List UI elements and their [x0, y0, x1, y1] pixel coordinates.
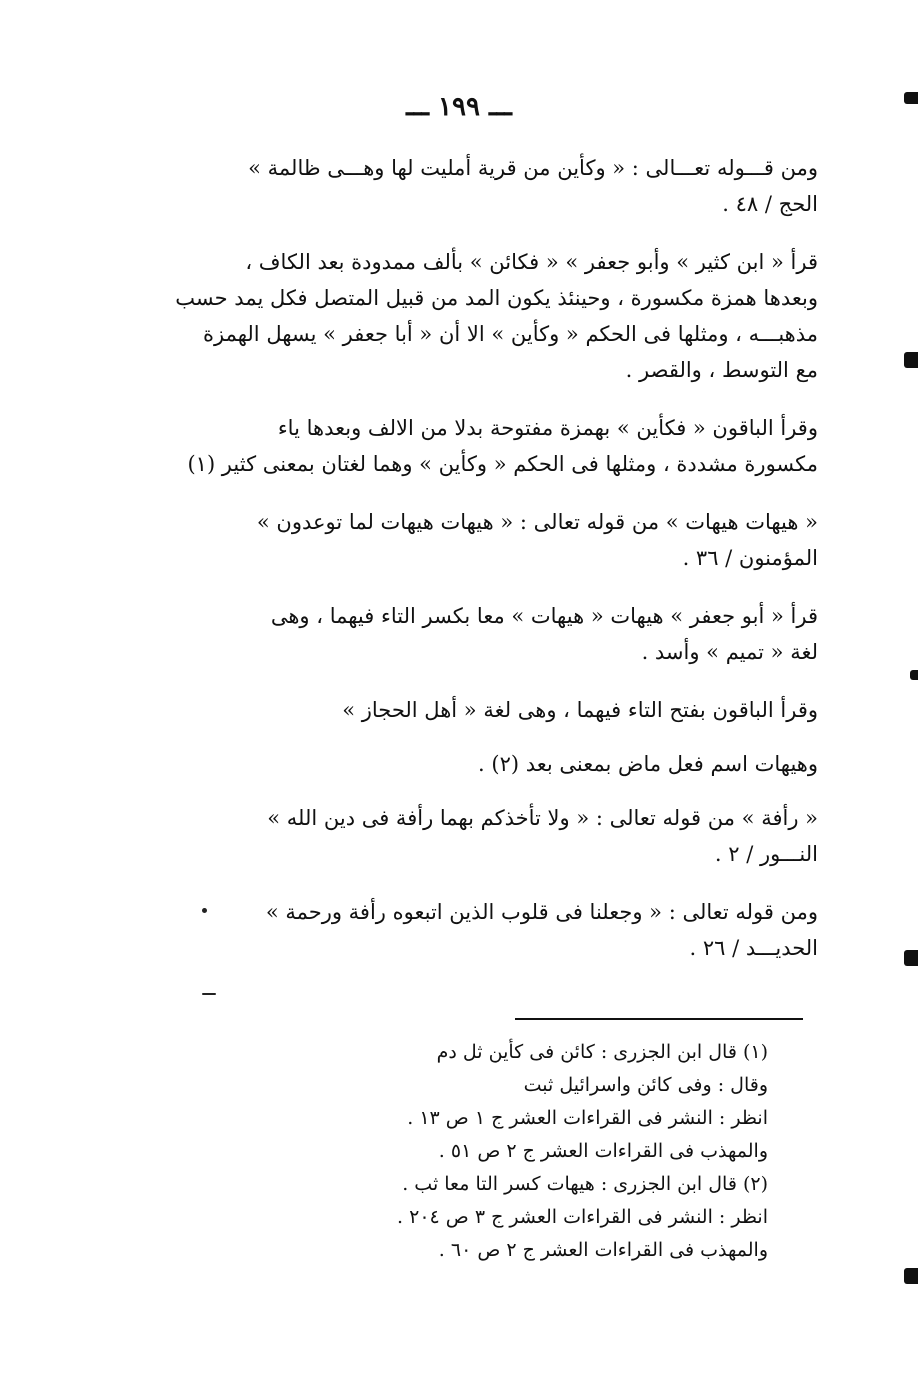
footnote-line: (١) قال ابن الجزرى : كائن فى كأين ثل دم [436, 1041, 768, 1063]
body-text [150, 150, 818, 988]
text-line: لغة « تميم » وأسد . [641, 640, 818, 664]
text-line: وقرأ الباقون بفتح التاء فيهما ، وهى لغة « أهل الحجاز » [342, 698, 818, 722]
text-line: مع التوسط ، والقصر . [625, 358, 818, 382]
text-line: المؤمنون / ٣٦ . [682, 546, 818, 570]
footnote-line: انظر : النشر فى القراءات العشر ج ١ ص ١٣ . [407, 1107, 768, 1129]
scan-speck [202, 908, 207, 913]
text-line: وهيهات اسم فعل ماض بمعنى بعد (٢) . [478, 752, 818, 776]
text-line: ومن قـــوله تعـــالى : « وكأين من قرية أمليت لها وهـــى ظالمة » [248, 156, 818, 180]
footnotes [260, 1036, 768, 1267]
paragraph [150, 410, 818, 482]
paragraph [150, 746, 818, 782]
text-line: الحج / ٤٨ . [722, 192, 818, 216]
footnote-divider [515, 1018, 803, 1020]
paragraph [150, 504, 818, 576]
text-line: وبعدها همزة مكسورة ، وحينئذ يكون المد من قبيل المتصل فكل يمد حسب [175, 286, 818, 310]
text-line: مذهبـــه ، ومثلها فى الحكم « وكأين » الا أن « أبا جعفر » يسهل الهمزة [203, 322, 818, 346]
scan-edge-mark [904, 950, 918, 966]
text-line: قرأ « أبو جعفر » هيهات « هيهات » معا بكسر التاء فيهما ، وهى [270, 604, 818, 628]
text-line: النـــور / ٢ . [714, 842, 818, 866]
text-line: وقرأ الباقون « فكأين » بهمزة مفتوحة بدلا من الالف وبعدها ياء [277, 416, 818, 440]
text-line: الحديـــد / ٢٦ . [689, 936, 818, 960]
footnote-line: والمهذب فى القراءات العشر ج ٢ ص ٦٠ . [438, 1239, 768, 1261]
scan-edge-mark [904, 352, 918, 368]
footnote-line: والمهذب فى القراءات العشر ج ٢ ص ٥١ . [438, 1140, 768, 1162]
text-line: « هيهات هيهات » من قوله تعالى : « هيهات هيهات لما توعدون » [256, 510, 818, 534]
paragraph [150, 150, 818, 222]
footnote-line: (٢) قال ابن الجزرى : هيهات كسر التا معا ثب . [402, 1173, 768, 1195]
paragraph [150, 692, 818, 728]
scan-edge-mark [910, 670, 918, 680]
page-number: ـــ ١٩٩ ـــ [406, 92, 512, 122]
paragraph [150, 800, 818, 872]
footnote-line: انظر : النشر فى القراءات العشر ج ٣ ص ٢٠٤ . [397, 1206, 768, 1228]
text-line: ومن قوله تعالى : « وجعلنا فى قلوب الذين اتبعوه رأفة ورحمة » [265, 900, 818, 924]
paragraph [150, 598, 818, 670]
scan-speck [202, 993, 216, 995]
text-line: مكسورة مشددة ، ومثلها فى الحكم « وكأين » وهما لغتان بمعنى كثير (١) [187, 452, 818, 476]
scan-edge-mark [904, 92, 918, 104]
footnote-line: وقال : وفى كائن واسرائيل ثبت [523, 1074, 768, 1096]
scan-edge-mark [904, 1268, 918, 1284]
text-line: قرأ « ابن كثير » وأبو جعفر » « فكائن » بألف ممدودة بعد الكاف ، [245, 250, 818, 274]
paragraph [150, 894, 818, 966]
text-line: « رأفة » من قوله تعالى : « ولا تأخذكم بهما رأفة فى دين الله » [267, 806, 818, 830]
paragraph [150, 244, 818, 388]
